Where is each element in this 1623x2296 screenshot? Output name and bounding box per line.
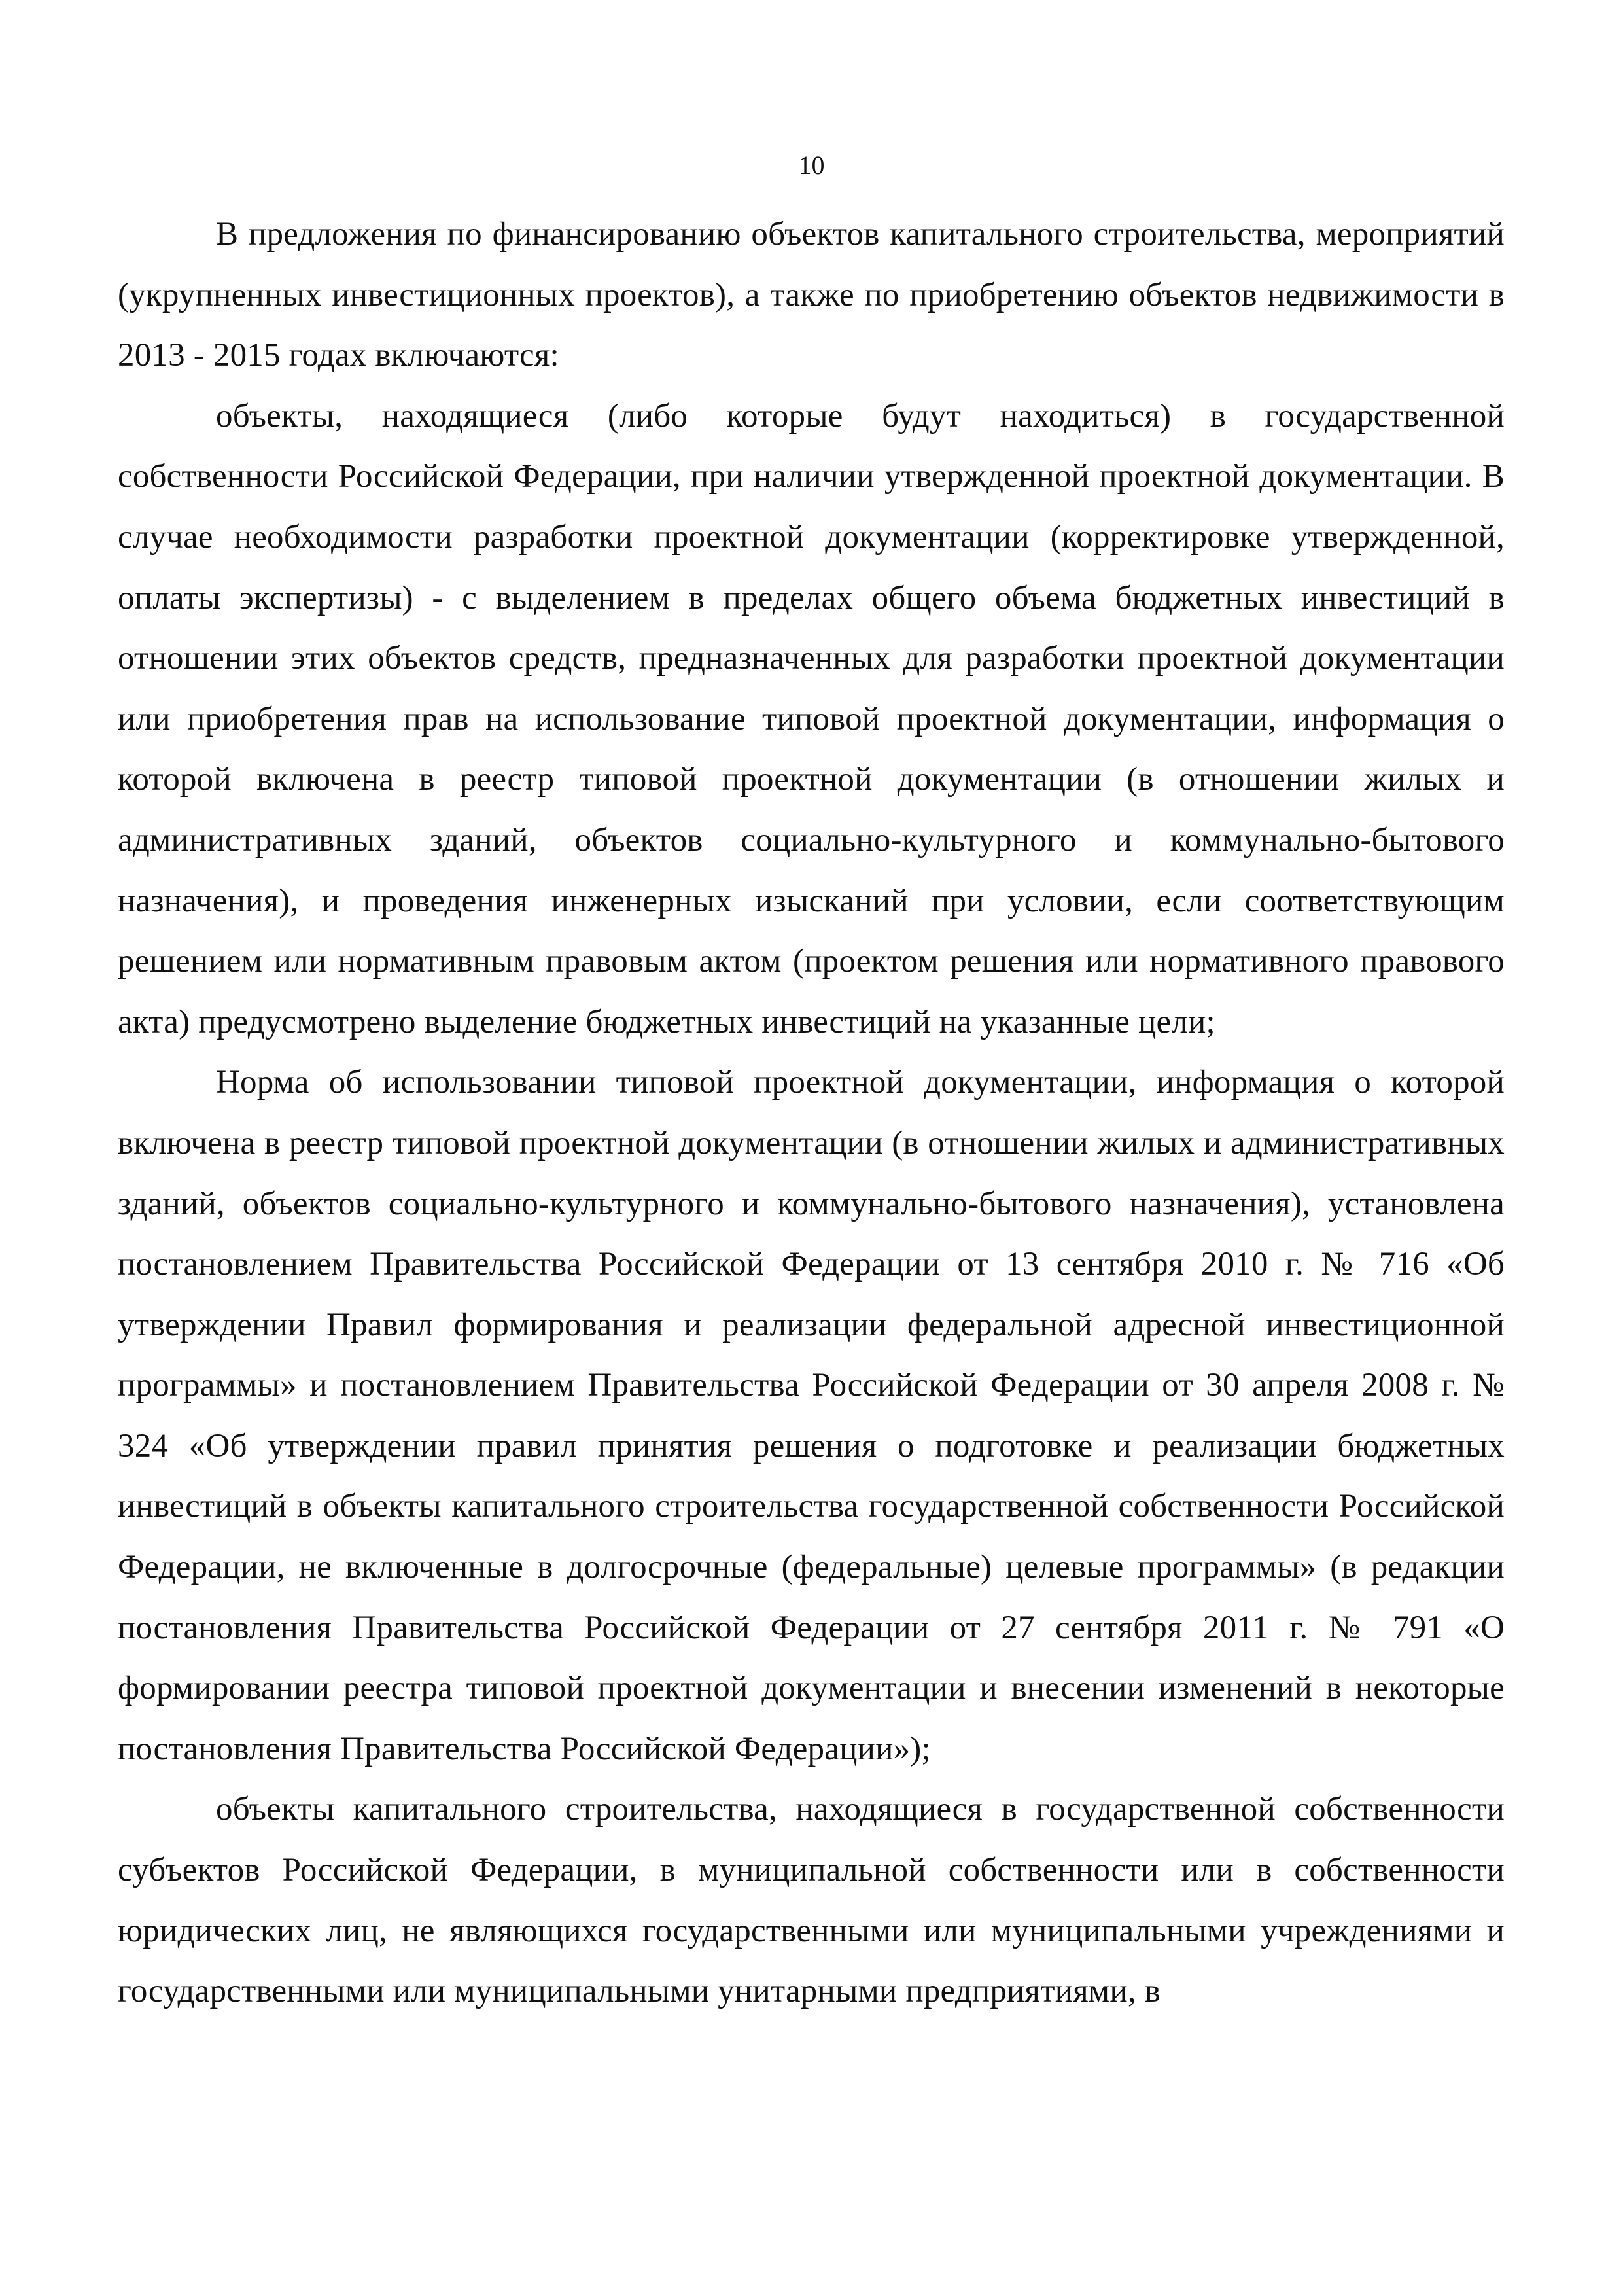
paragraph-regional-municipal-property: объекты капитального строительства, находящиеся в государственной собственности субъектов Российской Федерации, в муниципальной собственности или в собственности юридических лиц, не являющихся государственными или муниципальными учреждениями и государственными или муниципальными унитарными предприятиями, в xyxy=(118,1791,1505,2010)
paragraph-standard-documentation-norm: Норма об использовании типовой проектной документации, информация о которой включена в реестр типовой проектной документации (в отношении жилых и административных зданий, объектов социально-культурного и коммунально-бытового назначения), установлена постановлением Правительства Российской Федерации от 13 сентября 2010 г. № 716 «Об утверждении Правил формирования и реализации федеральной адресной инвестиционной программы» и постановлением Правительства Российской Федерации от 30 апреля 2008 г. № 324 «Об утверждении правил принятия решения о подготовке и реализации бюджетных инвестиций в объекты капитального строительства государственной собственности Российской Федерации, не включенные в долгосрочные (федеральные) целевые программы» (в редакции постановления Правительства Российской Федерации от 27 сентября 2011 г. № 791 «О формировании реестра типовой проектной документации и внесении изменений в некоторые постановления Правительства Российской Федерации»); xyxy=(118,1064,1505,1767)
body-text xyxy=(118,204,1505,2022)
page-number: 10 xyxy=(798,150,825,180)
paragraph-intro: В предложения по финансированию объектов капитального строительства, мероприятий (укрупненных инвестиционных проектов), а также по приобретению объектов недвижимости в 2013 - 2015 годах включаются: xyxy=(118,216,1505,374)
paragraph-federal-property: объекты, находящиеся (либо которые будут находиться) в государственной собственности Российской Федерации, при наличии утвержденной проектной документации. В случае необходимости разработки проектной документации (корректировке утвержденной, оплаты экспертизы) - с выделением в пределах общего объема бюджетных инвестиций в отношении этих объектов средств, предназначенных для разработки проектной документации или приобретения прав на использование типовой проектной документации, информация о которой включена в реестр типовой проектной документации (в отношении жилых и административных зданий, объектов социально-культурного и коммунально-бытового назначения), и проведения инженерных изысканий при условии, если соответствующим решением или нормативным правовым актом (проектом решения или нормативного правового акта) предусмотрено выделение бюджетных инвестиций на указанные цели; xyxy=(118,397,1505,1040)
